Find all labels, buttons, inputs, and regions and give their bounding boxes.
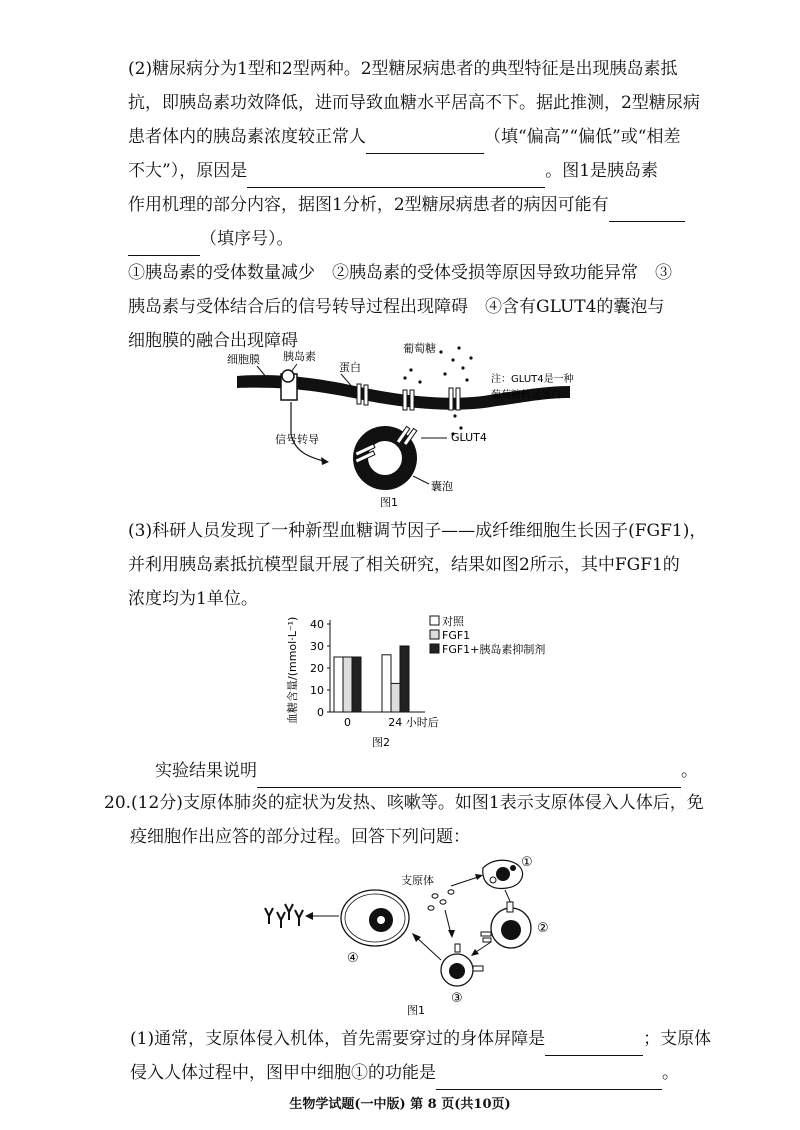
- figure1-bottom-caption: 图1: [407, 1004, 425, 1017]
- figure2-caption: 图2: [372, 736, 390, 749]
- figure1-caption: 图1: [380, 496, 398, 509]
- label-glucose: 葡萄糖: [403, 342, 436, 355]
- bar: [334, 657, 343, 712]
- question-3-block: [128, 514, 708, 616]
- signal-arrow: [291, 402, 327, 462]
- q2-line4: [128, 154, 698, 188]
- q3-line3: 浓度均为1单位。: [128, 589, 258, 609]
- bar: [391, 683, 400, 712]
- q3-line1: (3)科研人员发现了一种新型血糖调节因子——成纤维细胞生长因子(FGF1)，: [128, 521, 707, 541]
- label-signal-transduction: 信号转导: [275, 433, 319, 446]
- bar: [352, 657, 361, 712]
- answer-blank-cell1-function[interactable]: [436, 1069, 662, 1090]
- q2-line2: 抗，即胰岛素功效降低，进而导致血糖水平居高不下。据此推测，2型糖尿病: [128, 93, 700, 113]
- q2-option-line1: ①胰岛素的受体数量减少 ②胰岛素的受体受损等原因导致功能异常 ③: [128, 263, 672, 283]
- label-cell-membrane: 细胞膜: [227, 353, 260, 366]
- sub1-line2-text: 侵入人体过程中，图甲中细胞①的功能是: [130, 1063, 436, 1083]
- q2-line6: [128, 222, 698, 256]
- mycoplasma-particles: [428, 890, 454, 910]
- antibodies: [265, 904, 303, 928]
- label-protein: 蛋白: [339, 361, 361, 374]
- note-line2: 葡萄糖转运蛋白: [491, 390, 561, 401]
- result-line: [155, 754, 715, 788]
- legend-label: FGF1: [442, 629, 471, 642]
- result-label: 实验结果说明: [155, 761, 257, 781]
- q2-line3: [128, 120, 698, 154]
- x-tick-label: 24 小时后: [388, 716, 439, 729]
- y-tick-label: 20: [310, 662, 324, 675]
- note-line1: 注：GLUT4是一种: [491, 374, 574, 385]
- legend-swatch: [430, 644, 439, 653]
- cell-4: [341, 890, 409, 946]
- y-tick-label: 40: [310, 618, 324, 631]
- legend-label: 对照: [442, 615, 464, 628]
- marker-1: ①: [521, 855, 533, 870]
- q2-line3-hint: （填“偏高”“偏低”或“相差: [484, 127, 681, 147]
- q20-line2: 疫细胞作出应答的部分过程。回答下列问题：: [130, 827, 470, 847]
- answer-blank-cause-part1[interactable]: [609, 201, 685, 222]
- bar: [343, 657, 352, 712]
- q2-line6-text: （填序号）。: [200, 229, 294, 249]
- question-2-block: [128, 52, 698, 358]
- answer-blank-reason[interactable]: [247, 167, 545, 188]
- result-tail: 。: [681, 761, 698, 781]
- label-insulin: 胰岛素: [283, 350, 316, 363]
- figure-immune-response: [255, 850, 555, 1020]
- y-tick-label: 30: [310, 640, 324, 653]
- bar: [400, 646, 409, 712]
- y-tick-label: 0: [317, 706, 324, 719]
- q20-line1: 20.(12分)支原体肺炎的症状为发热、咳嗽等。如图1表示支原体侵入人体后，免: [104, 793, 704, 813]
- q2-line5: [128, 188, 698, 222]
- chart-bars: [334, 646, 439, 729]
- answer-blank-concentration[interactable]: [366, 133, 484, 154]
- question-20-sub1: [130, 1022, 712, 1090]
- legend-swatch: [430, 616, 439, 625]
- legend-label: FGF1+胰岛素抑制剂: [442, 643, 546, 656]
- antigen-presentation: [481, 932, 491, 942]
- figure-2-bar-chart: [280, 612, 580, 752]
- answer-blank-cause-part2[interactable]: [128, 235, 200, 256]
- q2-option-line3: 细胞膜的融合出现障碍: [128, 331, 298, 351]
- page-footer: 生物学试题(一中版) 第 8 页(共10页): [289, 1097, 511, 1112]
- marker-3: ③: [451, 991, 463, 1006]
- answer-blank-barrier[interactable]: [545, 1035, 643, 1056]
- chart-y-axis-label: 血糖含量/(mmol·L⁻¹): [286, 616, 299, 724]
- bar: [382, 655, 391, 712]
- q2-line4-text: 不大”），原因是: [128, 161, 248, 181]
- label-mycoplasma: 支原体: [401, 874, 434, 887]
- cell-2: [491, 902, 531, 948]
- sub1-line1-tail: ；支原体: [643, 1029, 712, 1049]
- marker-2: ②: [537, 921, 549, 936]
- figure-insulin-mechanism: [215, 338, 615, 510]
- cell-3: [441, 944, 483, 986]
- label-glut4: GLUT4: [451, 431, 487, 444]
- q2-line3-text: 患者体内的胰岛素浓度较正常人: [128, 127, 366, 147]
- cell-1: [483, 860, 523, 888]
- question-20-block: [104, 786, 704, 854]
- label-vesicle: 囊泡: [431, 480, 453, 493]
- insulin-molecule: [282, 370, 294, 382]
- q3-line2: 并利用胰岛素抵抗模型鼠开展了相关研究，结果如图2所示，其中FGF1的: [128, 555, 680, 575]
- sub1-line1-text: (1)通常，支原体侵入机体，首先需要穿过的身体屏障是: [130, 1029, 546, 1049]
- q2-line1: (2)糖尿病分为1型和2型两种。2型糖尿病患者的典型特征是出现胰岛素抵: [128, 59, 678, 79]
- answer-blank-result[interactable]: [257, 767, 681, 788]
- legend-swatch: [430, 630, 439, 639]
- x-tick-label: 0: [344, 716, 351, 729]
- y-tick-label: 10: [310, 684, 324, 697]
- marker-4: ④: [347, 951, 359, 966]
- sub1-line2-tail: 。: [662, 1063, 679, 1083]
- q2-option-line2: 胰岛素与受体结合后的信号转导过程出现障碍 ④含有GLUT4的囊泡与: [128, 297, 665, 317]
- q2-line5-text: 作用机理的部分内容，据图1分析，2型糖尿病患者的病因可能有: [128, 195, 609, 215]
- q2-line4-tail: 。图1是胰岛素: [545, 161, 659, 181]
- chart-legend: [430, 614, 545, 656]
